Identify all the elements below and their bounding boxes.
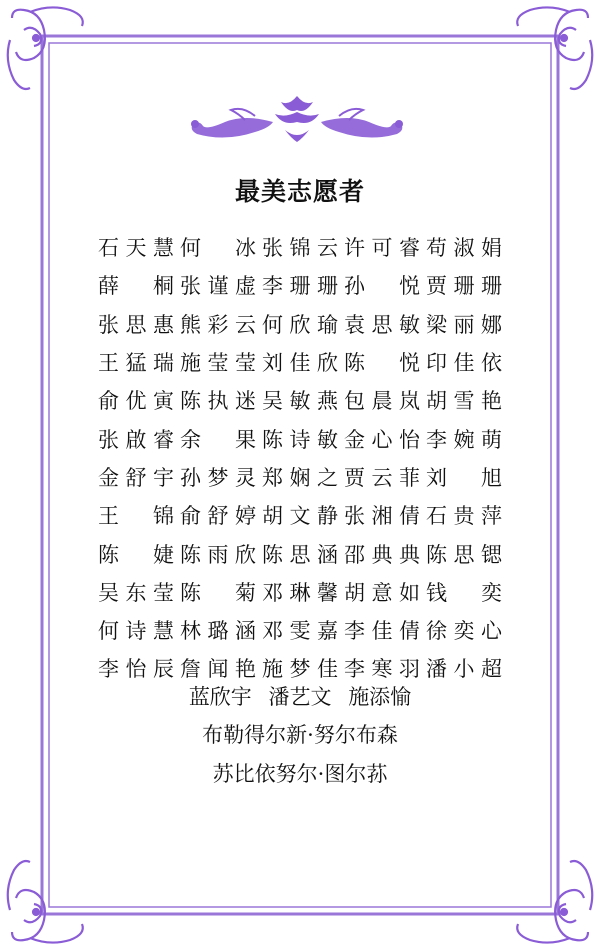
name-item: 张 思 惠 — [98, 312, 174, 337]
name-item: 陈 雨 欣 — [180, 542, 256, 567]
name-item: 施 梦 佳 — [262, 657, 338, 682]
name-item: 石 天 慧 — [98, 236, 174, 261]
page-title: 最美志愿者 — [234, 177, 365, 206]
name-item: 李 婉 萌 — [426, 427, 502, 452]
name-item: 李 珊 珊 — [262, 274, 338, 299]
name-item: 潘艺文 — [268, 685, 332, 709]
name-item: 俞 舒 婷 — [180, 504, 256, 529]
name-item: 邓 雯 嘉 — [262, 619, 338, 644]
name-item: 胡 文 静 — [262, 504, 338, 529]
name-item: 贾 云 菲 — [344, 465, 420, 490]
name-item: 包 晨 岚 — [344, 389, 420, 414]
name-item: 金 舒 宇 — [98, 465, 174, 490]
name-item: 施 莹 莹 — [180, 351, 256, 376]
corner-ornament-bottom-right — [517, 861, 592, 943]
name-item: 张 谨 虚 — [180, 274, 256, 299]
name-item: 张 啟 睿 — [98, 427, 174, 452]
name-item: 王 猛 瑞 — [98, 351, 174, 376]
name-item: 陈 思 锶 — [426, 542, 502, 567]
name-item: 苟 淑 娟 — [426, 236, 502, 261]
name-item: 薛 桐 — [98, 274, 174, 299]
name-item: 王 锦 — [98, 504, 174, 529]
corner-ornament-bottom-left — [8, 861, 83, 943]
name-item: 潘 小 超 — [426, 657, 502, 682]
name-item: 贾 珊 珊 — [426, 274, 502, 299]
names-last-row — [0, 681, 600, 711]
name-item: 刘 佳 欣 — [262, 351, 338, 376]
name-item: 陈 思 涵 — [262, 542, 338, 567]
name-item: 何 冰 — [180, 236, 256, 261]
name-item: 陈 悦 — [344, 351, 420, 376]
name-item: 钱 奕 — [426, 580, 502, 605]
name-item: 陈 菊 — [180, 580, 256, 605]
name-item: 陈 诗 敏 — [262, 427, 338, 452]
name-item: 许 可 睿 — [344, 236, 420, 261]
corner-ornament-top-right — [517, 7, 592, 89]
long-name-2: 苏比依努尔·图尔荪 — [212, 762, 388, 786]
name-item: 徐 奕 心 — [426, 619, 502, 644]
name-item: 张 锦 云 — [262, 236, 338, 261]
name-item: 何 诗 慧 — [98, 619, 174, 644]
name-item: 孙 悦 — [344, 274, 420, 299]
name-item: 林 璐 涵 — [180, 619, 256, 644]
name-item: 陈 婕 — [98, 542, 174, 567]
name-item: 何 欣 瑜 — [262, 312, 338, 337]
name-item: 李 佳 倩 — [344, 619, 420, 644]
name-item: 俞 优 寅 — [98, 389, 174, 414]
names-grid — [98, 228, 508, 688]
name-item: 张 湘 倩 — [344, 504, 420, 529]
name-item: 石 贵 萍 — [426, 504, 502, 529]
name-item: 詹 闻 艳 — [180, 657, 256, 682]
name-item: 刘 旭 — [426, 465, 502, 490]
name-item: 李 寒 羽 — [344, 657, 420, 682]
name-item: 袁 思 敏 — [344, 312, 420, 337]
name-item: 邓 琳 馨 — [262, 580, 338, 605]
name-item: 李 怡 辰 — [98, 657, 174, 682]
name-item: 施添愉 — [348, 685, 412, 709]
name-item: 熊 彩 云 — [180, 312, 256, 337]
top-flourish-ornament — [185, 92, 410, 146]
corner-ornament-top-left — [8, 7, 83, 89]
name-item: 余 果 — [180, 427, 256, 452]
name-item: 金 心 怡 — [344, 427, 420, 452]
name-item: 蓝欣宇 — [188, 685, 252, 709]
long-name-1: 布勒得尔新·努尔布森 — [202, 723, 398, 747]
name-item: 邵 典 典 — [344, 542, 420, 567]
name-item: 吴 敏 燕 — [262, 389, 338, 414]
name-item: 孙 梦 灵 — [180, 465, 256, 490]
name-item: 胡 意 如 — [344, 580, 420, 605]
name-item: 印 佳 依 — [426, 351, 502, 376]
name-item: 梁 丽 娜 — [426, 312, 502, 337]
name-item: 胡 雪 艳 — [426, 389, 502, 414]
name-item: 陈 执 迷 — [180, 389, 256, 414]
name-item: 吴 东 莹 — [98, 580, 174, 605]
name-item: 郑 娴 之 — [262, 465, 338, 490]
